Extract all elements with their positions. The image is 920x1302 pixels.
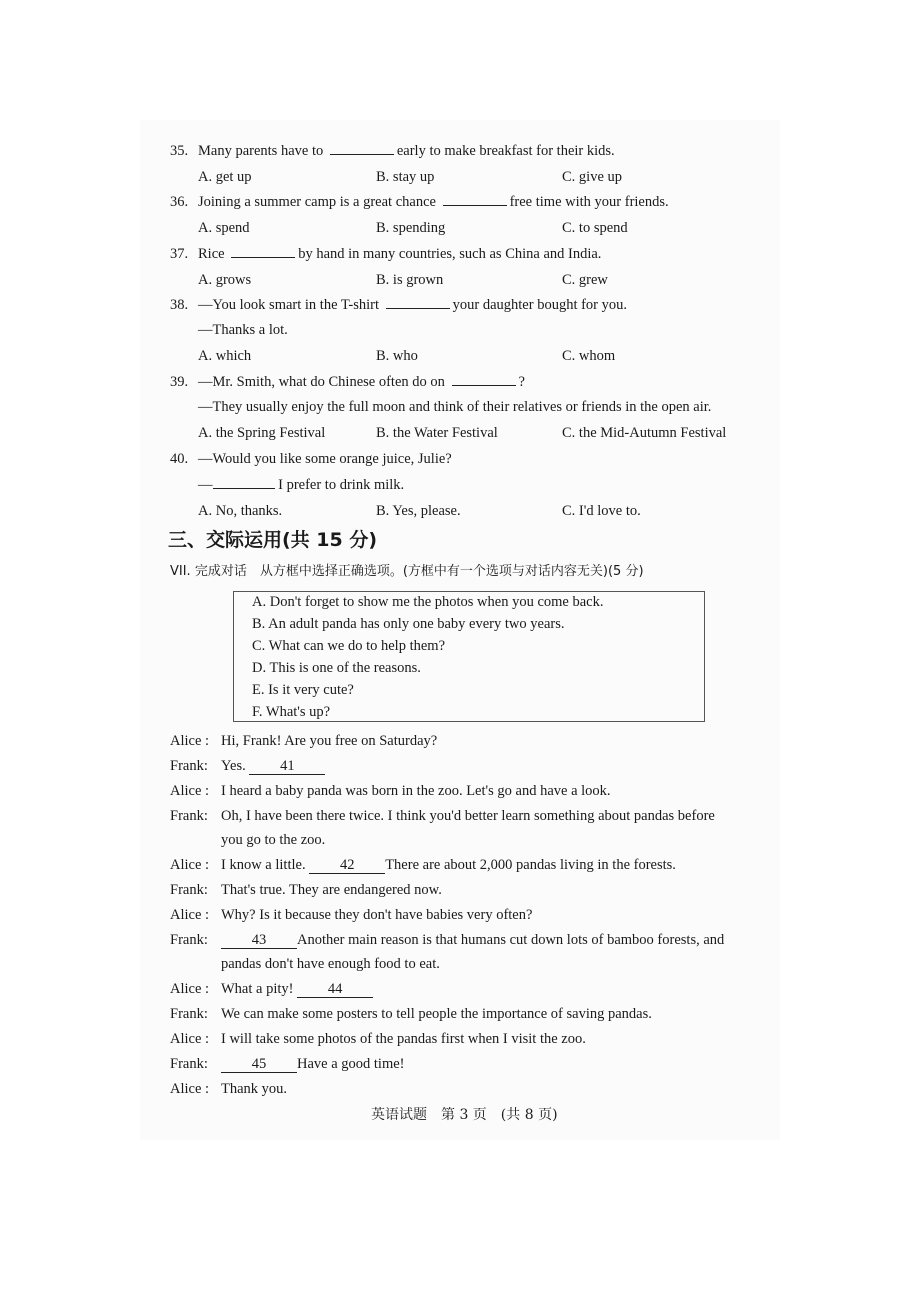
question-number: 37. — [170, 246, 189, 262]
option-a: A. get up — [198, 169, 252, 185]
dialogue-line — [221, 856, 676, 874]
dialogue-line — [221, 732, 437, 750]
dialogue-line — [221, 1055, 405, 1073]
question-number: 40. — [170, 451, 189, 467]
question-stem — [198, 373, 525, 391]
reply-dash: — — [198, 477, 213, 493]
line-text: What a pity! — [221, 981, 298, 997]
answer-blank — [213, 488, 275, 489]
dialogue-reply — [198, 476, 404, 494]
dialogue-line — [221, 931, 724, 949]
option-c: C. give up — [562, 169, 623, 185]
option-c: C. whom — [562, 348, 616, 364]
stem-text-before: Rice — [198, 246, 229, 262]
dialogue-continuation: pandas don't have enough food to eat. — [221, 956, 440, 972]
speaker-name: Alice : — [170, 783, 210, 799]
question-stem — [198, 245, 601, 263]
speaker-name: Alice : — [170, 1031, 210, 1047]
option-b: B. stay up — [376, 169, 435, 185]
speaker-name: Frank: — [170, 758, 208, 774]
part-heading: VII. 完成对话 从方框中选择正确选项。(方框中有一个选项与对话内容无关)(5 分) — [170, 564, 644, 579]
dialogue-line — [221, 807, 715, 825]
stem-text-before: Joining a summer camp is a great chance — [198, 194, 440, 210]
stem-text-before: Many parents have to — [198, 143, 327, 159]
question-stem — [198, 193, 669, 211]
dialogue-continuation: you go to the zoo. — [221, 832, 326, 848]
stem-text-after: early to make breakfast for their kids. — [396, 143, 615, 159]
option-c: C. the Mid-Autumn Festival — [562, 425, 727, 441]
option-a: A. spend — [198, 220, 250, 236]
option-c: C. grew — [562, 272, 608, 288]
answer-blank — [452, 385, 516, 386]
option-b: B. is grown — [376, 272, 444, 288]
question-stem — [198, 142, 615, 160]
option-b: B. Yes, please. — [376, 503, 461, 519]
line-text-after: Have a good time! — [297, 1056, 405, 1072]
question-number: 39. — [170, 374, 189, 390]
numbered-blank: 42 — [309, 858, 385, 874]
speaker-name: Frank: — [170, 882, 208, 898]
option-a: A. which — [198, 348, 252, 364]
box-option: B. An adult panda has only one baby every two years. — [252, 616, 565, 632]
question-stem — [198, 450, 452, 468]
option-c: C. I'd love to. — [562, 503, 641, 519]
numbered-blank: 44 — [297, 982, 373, 998]
line-text: That's true. They are endangered now. — [221, 882, 442, 898]
line-text: Why? Is it because they don't have babies very often? — [221, 907, 533, 923]
answer-blank — [330, 154, 394, 155]
speaker-name: Alice : — [170, 907, 210, 923]
dialogue-reply: —Thanks a lot. — [198, 322, 288, 338]
question-number: 35. — [170, 143, 189, 159]
line-text: I heard a baby panda was born in the zoo. Let's go and have a look. — [221, 783, 611, 799]
answer-blank — [231, 257, 295, 258]
numbered-blank: 45 — [221, 1057, 297, 1073]
box-option: C. What can we do to help them? — [252, 638, 446, 654]
answer-blank — [443, 205, 507, 206]
line-text: Thank you. — [221, 1081, 288, 1097]
line-text-after: Another main reason is that humans cut down lots of bamboo forests, and — [297, 932, 725, 948]
dialogue-line — [221, 1005, 652, 1023]
speaker-name: Frank: — [170, 1006, 208, 1022]
option-a: A. No, thanks. — [198, 503, 283, 519]
stem-text-after: free time with your friends. — [509, 194, 669, 210]
stem-text-after: ? — [518, 374, 525, 390]
option-a: A. grows — [198, 272, 252, 288]
stem-text-before: —You look smart in the T-shirt — [198, 297, 383, 313]
box-option: F. What's up? — [252, 704, 331, 720]
option-b: B. who — [376, 348, 418, 364]
option-b: B. the Water Festival — [376, 425, 498, 441]
line-text: Hi, Frank! Are you free on Saturday? — [221, 733, 438, 749]
speaker-name: Frank: — [170, 932, 208, 948]
page-footer: 英语试题 第 3 页 (共 8 页) — [371, 1107, 558, 1123]
stem-text-before: —Mr. Smith, what do Chinese often do on — [198, 374, 449, 390]
question-stem — [198, 296, 627, 314]
section-heading: 三、交际运用(共 15 分) — [168, 529, 378, 551]
speaker-name: Alice : — [170, 733, 210, 749]
numbered-blank: 41 — [249, 759, 325, 775]
box-option: D. This is one of the reasons. — [252, 660, 421, 676]
stem-text-before: —Would you like some orange juice, Julie? — [198, 451, 452, 467]
dialogue-line — [221, 980, 373, 998]
stem-text-after: by hand in many countries, such as China and India. — [298, 246, 602, 262]
line-text: I know a little. — [221, 857, 310, 873]
box-option: A. Don't forget to show me the photos when you come back. — [252, 594, 604, 610]
answer-blank — [386, 308, 450, 309]
stem-text-after: your daughter bought for you. — [452, 297, 628, 313]
line-text: I will take some photos of the pandas first when I visit the zoo. — [221, 1031, 586, 1047]
dialogue-line — [221, 782, 611, 800]
line-text: We can make some posters to tell people the importance of saving pandas. — [221, 1006, 652, 1022]
line-text: Yes. — [221, 758, 250, 774]
numbered-blank: 43 — [221, 933, 297, 949]
dialogue-line — [221, 1080, 287, 1098]
speaker-name: Alice : — [170, 981, 210, 997]
line-text: Oh, I have been there twice. I think you'd better learn something about pandas before — [221, 808, 715, 824]
speaker-name: Alice : — [170, 1081, 210, 1097]
box-option: E. Is it very cute? — [252, 682, 354, 698]
speaker-name: Alice : — [170, 857, 210, 873]
dialogue-line — [221, 757, 325, 775]
dialogue-line — [221, 906, 532, 924]
dialogue-reply: —They usually enjoy the full moon and think of their relatives or friends in the open air. — [198, 399, 712, 415]
speaker-name: Frank: — [170, 808, 208, 824]
speaker-name: Frank: — [170, 1056, 208, 1072]
option-c: C. to spend — [562, 220, 628, 236]
dialogue-line — [221, 881, 442, 899]
question-number: 38. — [170, 297, 189, 313]
question-number: 36. — [170, 194, 189, 210]
option-b: B. spending — [376, 220, 446, 236]
dialogue-line — [221, 1030, 586, 1048]
option-a: A. the Spring Festival — [198, 425, 326, 441]
reply-text: I prefer to drink milk. — [274, 477, 405, 493]
line-text-after: There are about 2,000 pandas living in the forests. — [385, 857, 676, 873]
